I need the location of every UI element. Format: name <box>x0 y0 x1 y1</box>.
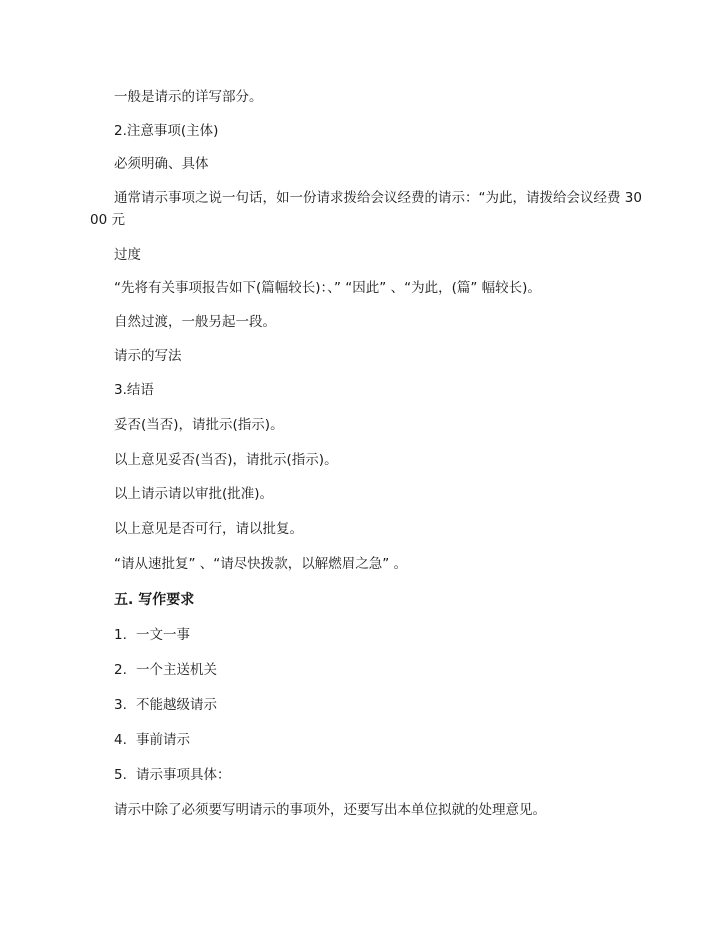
list-text: 不能越级请示 <box>136 697 217 713</box>
list-text: 一个主送机关 <box>136 662 217 678</box>
list-number: 4. <box>114 732 127 748</box>
paragraph: 3.结语 <box>114 382 154 398</box>
section-heading: 五. 写作要求 <box>114 592 195 608</box>
list-text: 事前请示 <box>136 732 190 748</box>
list-item <box>114 729 190 751</box>
list-text: 一文一事 <box>136 627 190 643</box>
paragraph: 妥否(当否)，请批示(指示)。 <box>114 417 284 433</box>
list-item <box>114 659 217 681</box>
paragraph: “请从速批复” 、“请尽快拨款，以解燃眉之急” 。 <box>114 556 408 572</box>
list-number: 3. <box>114 697 127 713</box>
paragraph: 2.注意事项(主体) <box>114 123 219 139</box>
list-number: 5. <box>114 767 127 783</box>
paragraph: 请示的写法 <box>114 348 182 364</box>
paragraph: 过度 <box>114 247 141 263</box>
closing-paragraph: 请示中除了必须要写明请示的事项外，还要写出本单位拟就的处理意见。 <box>114 802 546 818</box>
paragraph: 通常请示事项之说一句话，如一份请求拨给会议经费的请示：“为此，请拨给会议经费 3000 元 <box>90 190 642 228</box>
paragraph: 自然过渡，一般另起一段。 <box>114 314 276 330</box>
list-item <box>114 624 190 646</box>
list-number: 2. <box>114 662 127 678</box>
list-item <box>114 694 217 716</box>
paragraph: 以上意见是否可行，请以批复。 <box>114 521 303 537</box>
paragraph: 一般是请示的详写部分。 <box>114 89 263 105</box>
paragraph: 以上意见妥否(当否)，请批示(指示)。 <box>114 452 338 468</box>
paragraph: 以上请示请以审批(批准)。 <box>114 486 274 502</box>
paragraph: “先将有关事项报告如下(篇幅较长)：、” “因此” 、“为此，(篇” 幅较长)。 <box>114 280 541 296</box>
list-item <box>114 764 231 786</box>
paragraph: 必须明确、具体 <box>114 156 209 172</box>
list-text: 请示事项具体： <box>136 767 231 783</box>
list-number: 1. <box>114 627 127 643</box>
